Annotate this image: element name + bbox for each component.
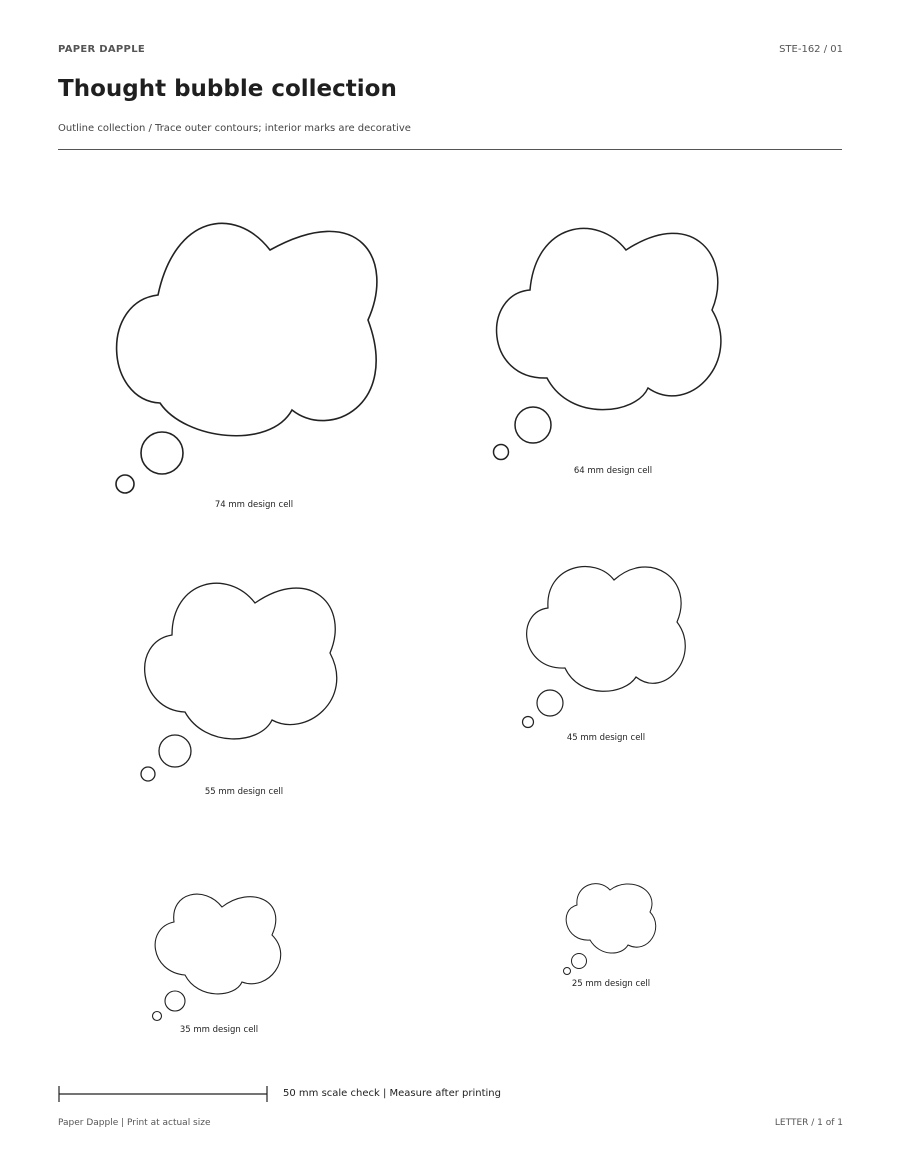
thought-bubble-35mm-large-dot (165, 991, 185, 1011)
sheet-id: STE-162 / 01 (779, 44, 843, 55)
thought-bubble-64mm-large-dot (515, 407, 551, 443)
thought-bubble-35mm (153, 894, 281, 1020)
cell-label-55mm: 55 mm design cell (204, 787, 284, 797)
thought-bubble-74mm-large-dot (141, 432, 183, 474)
thought-bubble-74mm (116, 223, 377, 493)
thought-bubble-55mm-large-dot (159, 735, 191, 767)
thought-bubble-45mm-large-dot (537, 690, 563, 716)
thought-bubble-45mm (523, 567, 686, 728)
thought-bubble-64mm (494, 228, 721, 459)
scale-check-label: 50 mm scale check | Measure after printing (283, 1088, 501, 1099)
brand-name: PAPER DAPPLE (58, 44, 145, 55)
page-title: Thought bubble collection (58, 76, 397, 102)
footer-page-info: LETTER / 1 of 1 (774, 1118, 843, 1128)
cell-label-74mm: 74 mm design cell (214, 500, 294, 510)
thought-bubble-45mm-small-dot (523, 717, 534, 728)
cell-label-35mm: 35 mm design cell (179, 1025, 259, 1035)
thought-bubble-25mm-small-dot (564, 968, 571, 975)
thought-bubble-55mm (141, 583, 337, 781)
thought-bubble-35mm-small-dot (153, 1012, 162, 1021)
thought-bubble-64mm-small-dot (494, 445, 509, 460)
thought-bubble-25mm (564, 884, 656, 975)
thought-bubble-55mm-small-dot (141, 767, 155, 781)
cell-label-25mm: 25 mm design cell (571, 979, 651, 989)
cell-label-64mm: 64 mm design cell (573, 466, 653, 476)
scale-check-bar (58, 1085, 268, 1103)
cell-label-45mm: 45 mm design cell (566, 733, 646, 743)
page-subtitle: Outline collection / Trace outer contours; interior marks are decorative (58, 123, 411, 134)
thought-bubble-25mm-large-dot (572, 954, 587, 969)
footer-note: Paper Dapple | Print at actual size (58, 1118, 211, 1128)
thought-bubble-74mm-small-dot (116, 475, 134, 493)
